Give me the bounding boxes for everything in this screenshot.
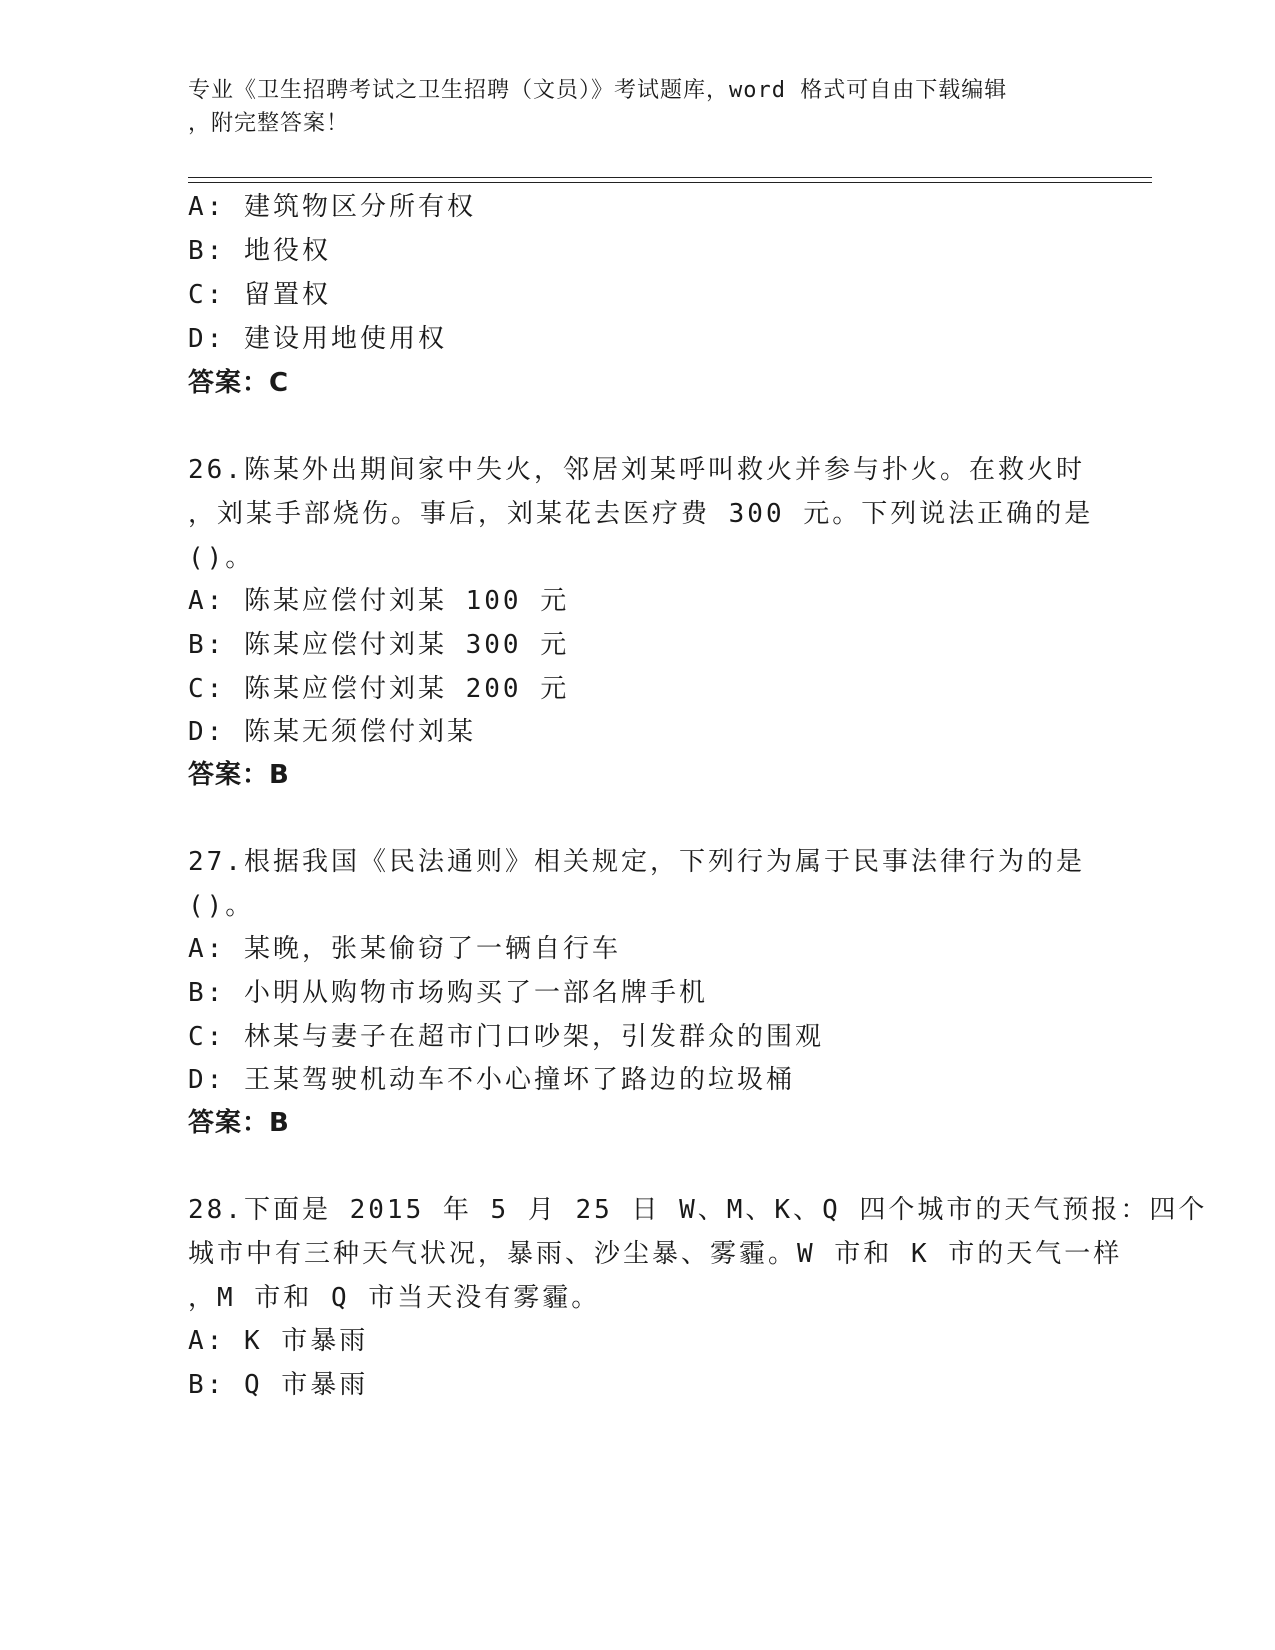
header-divider-top (188, 177, 1152, 178)
q28-option-b: B: Q 市暴雨 (188, 1370, 369, 1400)
q26-stem-line-3: ()。 (188, 543, 255, 573)
q28-stem-line-3: ，M 市和 Q 市当天没有雾霾。 (188, 1283, 601, 1313)
q26-answer: 答案：B (188, 760, 290, 790)
q26-option-b: B: 陈某应偿付刘某 300 元 (188, 630, 570, 660)
q26-stem-line-1: 26.陈某外出期间家中失火，邻居刘某呼叫救火并参与扑火。在救火时 (188, 455, 1085, 485)
q27-stem-line-1: 27.根据我国《民法通则》相关规定，下列行为属于民事法律行为的是 (188, 847, 1085, 877)
q28-stem-line-1: 28.下面是 2015 年 5 月 25 日 W、M、K、Q 四个城市的天气预报：四个 (188, 1195, 1208, 1225)
q25-option-d: D: 建设用地使用权 (188, 324, 447, 354)
q28-stem-line-2: 城市中有三种天气状况，暴雨、沙尘暴、雾霾。W 市和 K 市的天气一样 (188, 1239, 1123, 1269)
q27-option-b: B: 小明从购物市场购买了一部名牌手机 (188, 978, 708, 1008)
q26-option-d: D: 陈某无须偿付刘某 (188, 717, 476, 747)
q25-option-b: B: 地役权 (188, 236, 331, 266)
q25-answer: 答案：C (188, 368, 290, 398)
q26-option-a: A: 陈某应偿付刘某 100 元 (188, 586, 570, 616)
q28-option-a: A: K 市暴雨 (188, 1326, 369, 1356)
header-line-1: 专业《卫生招聘考试之卫生招聘（文员）》考试题库，word 格式可自由下载编辑 (188, 78, 1008, 103)
q25-option-c: C: 留置权 (188, 280, 331, 310)
header-line-2: ，附完整答案！ (188, 111, 350, 136)
document-header (188, 74, 1068, 140)
q26-stem-line-2: ，刘某手部烧伤。事后，刘某花去医疗费 300 元。下列说法正确的是 (188, 499, 1094, 529)
q27-answer: 答案：B (188, 1108, 290, 1138)
q27-option-a: A: 某晚，张某偷窃了一辆自行车 (188, 934, 621, 964)
q25-option-a: A: 建筑物区分所有权 (188, 192, 476, 222)
q27-option-c: C: 林某与妻子在超市门口吵架，引发群众的围观 (188, 1022, 824, 1052)
q26-option-c: C: 陈某应偿付刘某 200 元 (188, 674, 570, 704)
q27-option-d: D: 王某驾驶机动车不小心撞坏了路边的垃圾桶 (188, 1065, 795, 1095)
q27-stem-line-2: ()。 (188, 891, 255, 921)
header-divider-bottom (188, 182, 1152, 183)
